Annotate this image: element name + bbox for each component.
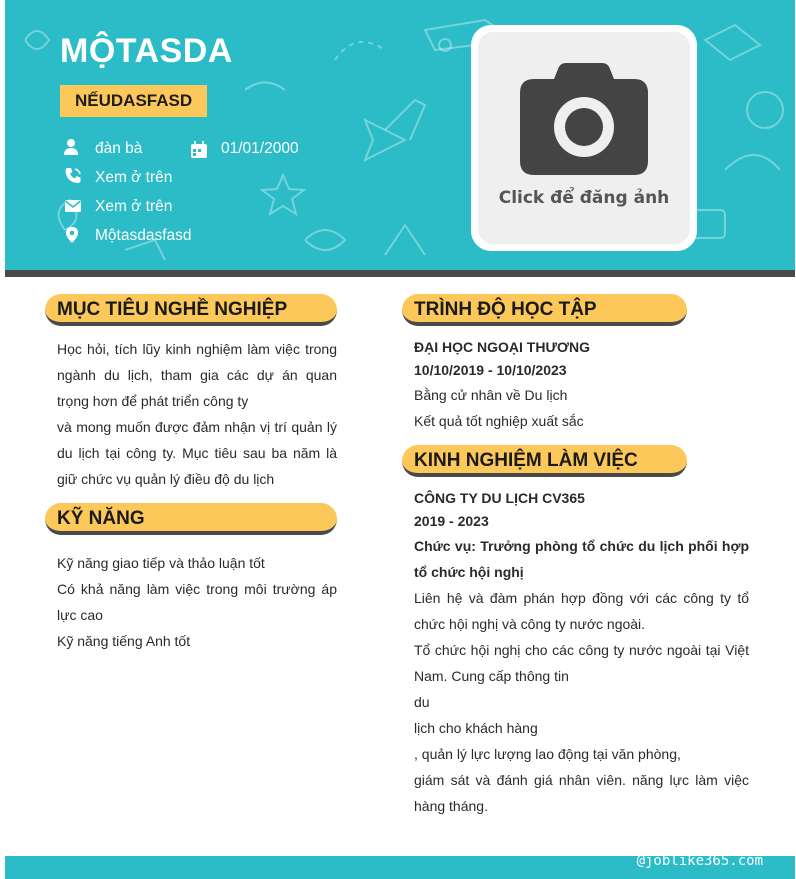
experience-line: Liên hệ và đàm phán hợp đồng với các công ty tổ chức hội nghị và công ty nước ngoài. xyxy=(414,590,749,632)
skill-item: Có khả năng làm việc trong môi trường áp lực cao xyxy=(57,581,337,623)
header-divider xyxy=(5,270,795,277)
experience-block[interactable] xyxy=(414,487,749,819)
experience-line: du xyxy=(414,694,430,710)
header-banner xyxy=(5,0,795,270)
education-period: 10/10/2019 - 10/10/2023 xyxy=(414,362,567,378)
section-title-education[interactable]: TRÌNH ĐỘ HỌC TẬP xyxy=(402,294,687,326)
objective-text[interactable] xyxy=(57,336,337,492)
experience-line: , quản lý lực lượng lao động tại văn phòng, xyxy=(414,746,681,762)
birthdate-text[interactable]: 01/01/2000 xyxy=(221,140,299,157)
location-pin-icon xyxy=(63,226,81,244)
school-name: ĐẠI HỌC NGOẠI THƯƠNG xyxy=(414,339,590,355)
experience-line: lịch cho khách hàng xyxy=(414,720,538,736)
result-text: Kết quả tốt nghiệp xuất sắc xyxy=(414,413,584,429)
education-block[interactable] xyxy=(414,336,749,434)
candidate-name[interactable]: MỘTASDA xyxy=(60,32,233,70)
section-title-experience[interactable]: KINH NGHIỆM LÀM VIỆC xyxy=(402,445,687,477)
experience-line: Tổ chức hội nghị cho các công ty nước ngoài tại Việt Nam. Cung cấp thông tin xyxy=(414,642,749,684)
phone-text[interactable]: Xem ở trên xyxy=(95,169,173,186)
calendar-icon xyxy=(190,141,208,159)
gender-text[interactable]: đàn bà xyxy=(95,140,143,157)
desired-position[interactable]: NẾUDASFASD xyxy=(60,85,207,117)
skill-item: Kỹ năng tiếng Anh tốt xyxy=(57,633,191,649)
footer-watermark: @joblike365.com xyxy=(636,853,763,869)
experience-period: 2019 - 2023 xyxy=(414,513,489,529)
address-text[interactable]: Mộtasdasfasd xyxy=(95,227,192,244)
objective-paragraph: Học hỏi, tích lũy kinh nghiệm làm việc trong ngành du lịch, tham gia các dự án quan trọng hơn để phát triển công ty xyxy=(57,341,337,409)
job-role: Chức vụ: Trưởng phòng tổ chức du lịch phối hợp tổ chức hội nghị xyxy=(414,538,749,580)
section-title-objective[interactable]: MỤC TIÊU NGHỀ NGHIỆP xyxy=(45,294,337,326)
photo-upload-label: Click để đăng ảnh xyxy=(498,188,670,208)
envelope-icon xyxy=(64,197,82,215)
experience-line: giám sát và đánh giá nhân viên. năng lực làm việc hàng tháng. xyxy=(414,772,749,814)
avatar-placeholder[interactable] xyxy=(478,32,690,244)
objective-paragraph: và mong muốn được đảm nhận vị trí quản lý du lịch tại công ty. Mục tiêu sau ba năm là giữ chức vụ quản lý điều độ du lịch xyxy=(57,419,337,487)
email-text[interactable]: Xem ở trên xyxy=(95,198,173,215)
person-icon xyxy=(62,138,80,156)
phone-icon xyxy=(64,167,82,185)
section-title-skills[interactable]: KỸ NĂNG xyxy=(45,503,337,535)
skill-item: Kỹ năng giao tiếp và thảo luận tốt xyxy=(57,555,265,571)
degree-text: Bằng cử nhân về Du lịch xyxy=(414,387,568,403)
camera-icon xyxy=(520,63,648,175)
avatar-upload[interactable] xyxy=(471,25,697,251)
footer-bar xyxy=(5,853,795,879)
skills-list[interactable] xyxy=(57,550,337,654)
company-name: CÔNG TY DU LỊCH CV365 xyxy=(414,490,585,506)
